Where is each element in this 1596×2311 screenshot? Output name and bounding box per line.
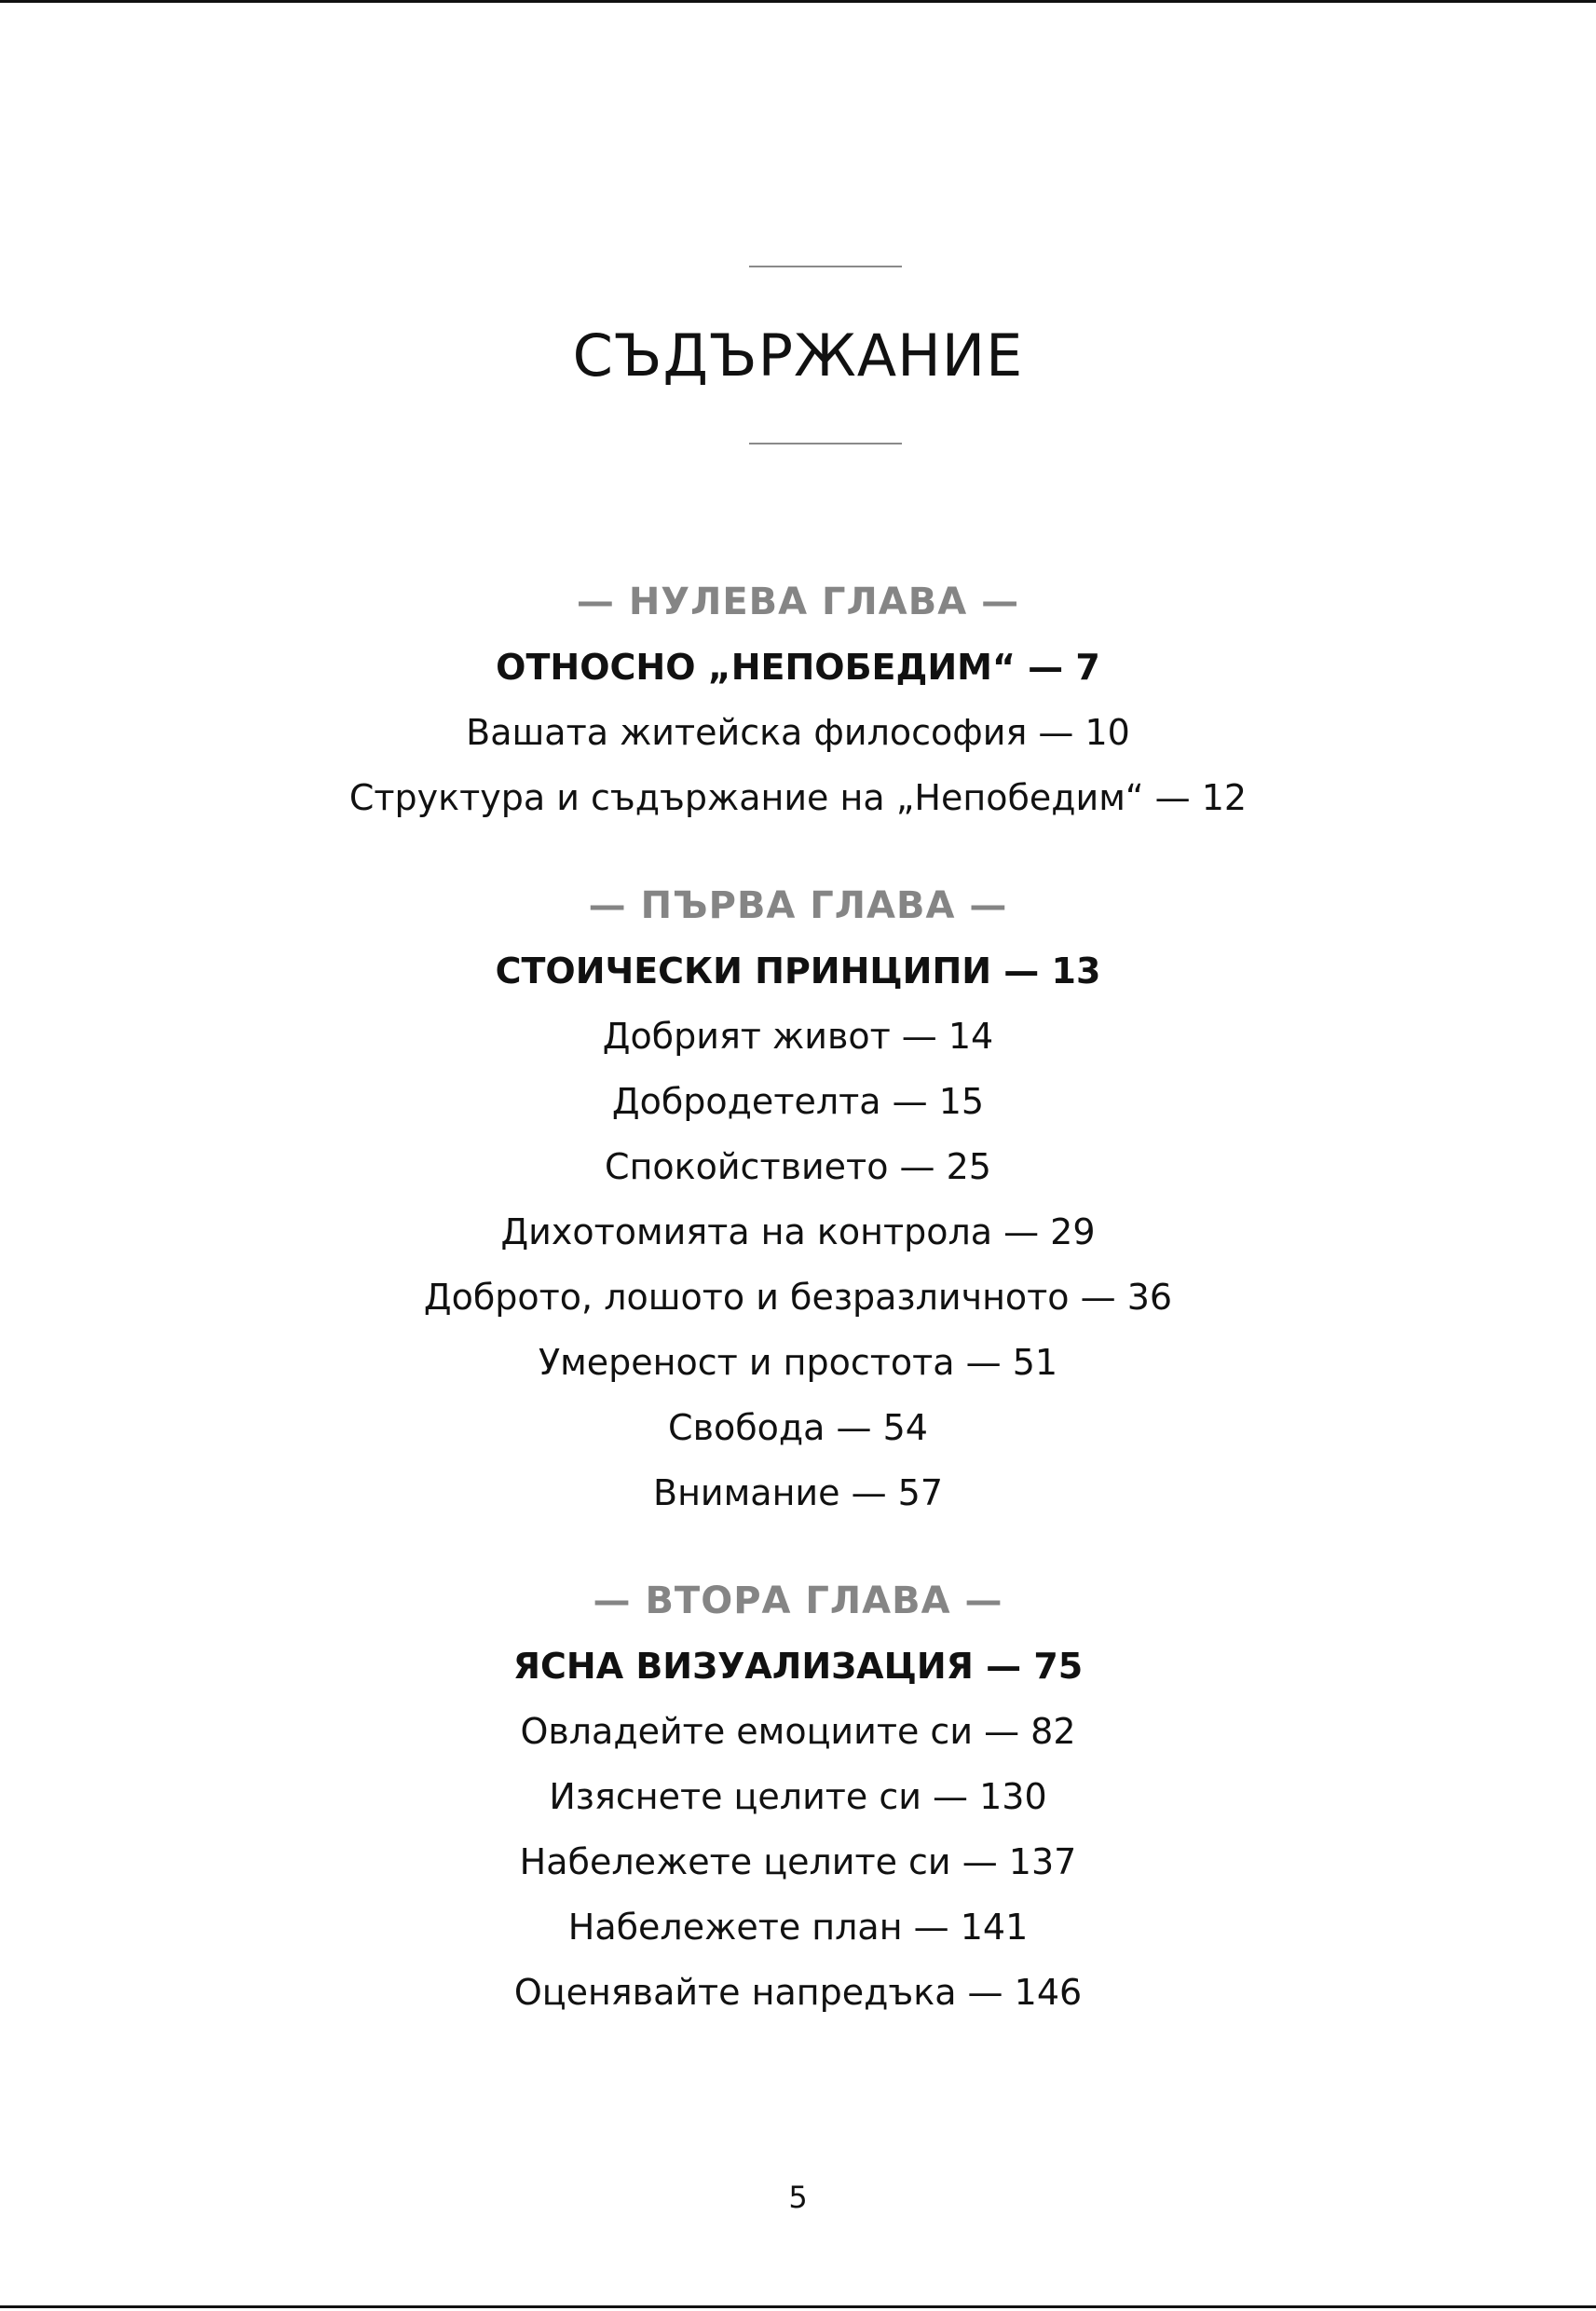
chapter-one	[0, 873, 1596, 1525]
toc-entry[interactable]: Набележете план — 141	[567, 1907, 1029, 1948]
chapter-two	[0, 1568, 1596, 2025]
toc-entry[interactable]: Изяснете целите си — 130	[549, 1776, 1047, 1817]
toc-entry[interactable]: Вашата житейска философия — 10	[466, 712, 1130, 753]
title-rule-bottom	[749, 443, 902, 444]
page-border-top	[0, 0, 1596, 3]
chapter-label: — НУЛЕВА ГЛАВА —	[576, 581, 1020, 623]
toc-entry[interactable]: Добрият живот — 14	[602, 1016, 994, 1057]
toc-entry[interactable]: Структура и съдържание на „Непобедим“ — 12	[348, 777, 1248, 818]
chapter-label: — ПЪРВА ГЛАВА —	[588, 884, 1008, 927]
page-title: СЪДЪРЖАНИЕ	[572, 321, 1024, 390]
chapter-heading[interactable]: ОТНОСНО „НЕПОБЕДИМ“ — 7	[496, 647, 1100, 688]
toc-entry[interactable]: Оценявайте напредъка — 146	[513, 1972, 1083, 2013]
chapter-heading[interactable]: СТОИЧЕСКИ ПРИНЦИПИ — 13	[495, 950, 1101, 991]
toc-entry[interactable]: Свобода — 54	[668, 1407, 928, 1448]
page-number: 5	[788, 2180, 808, 2215]
table-of-contents	[0, 569, 1596, 2068]
toc-entry[interactable]: Спокойствието — 25	[605, 1146, 991, 1187]
toc-entry[interactable]: Внимание — 57	[653, 1472, 943, 1513]
toc-entry[interactable]: Набележете целите си — 137	[519, 1841, 1077, 1882]
title-rule-top	[749, 266, 902, 267]
chapter-zero	[0, 569, 1596, 830]
toc-entry[interactable]: Дихотомията на контрола — 29	[500, 1211, 1096, 1252]
toc-entry[interactable]: Доброто, лошото и безразличното — 36	[423, 1277, 1173, 1318]
page-border-bottom	[0, 2305, 1596, 2308]
toc-entry[interactable]: Умереност и простота — 51	[538, 1342, 1058, 1383]
toc-entry[interactable]: Овладейте емоциите си — 82	[520, 1711, 1076, 1752]
toc-entry[interactable]: Добродетелта — 15	[611, 1081, 985, 1122]
chapter-label: — ВТОРА ГЛАВА —	[593, 1579, 1003, 1622]
chapter-heading[interactable]: ЯСНА ВИЗУАЛИЗАЦИЯ — 75	[512, 1646, 1084, 1687]
